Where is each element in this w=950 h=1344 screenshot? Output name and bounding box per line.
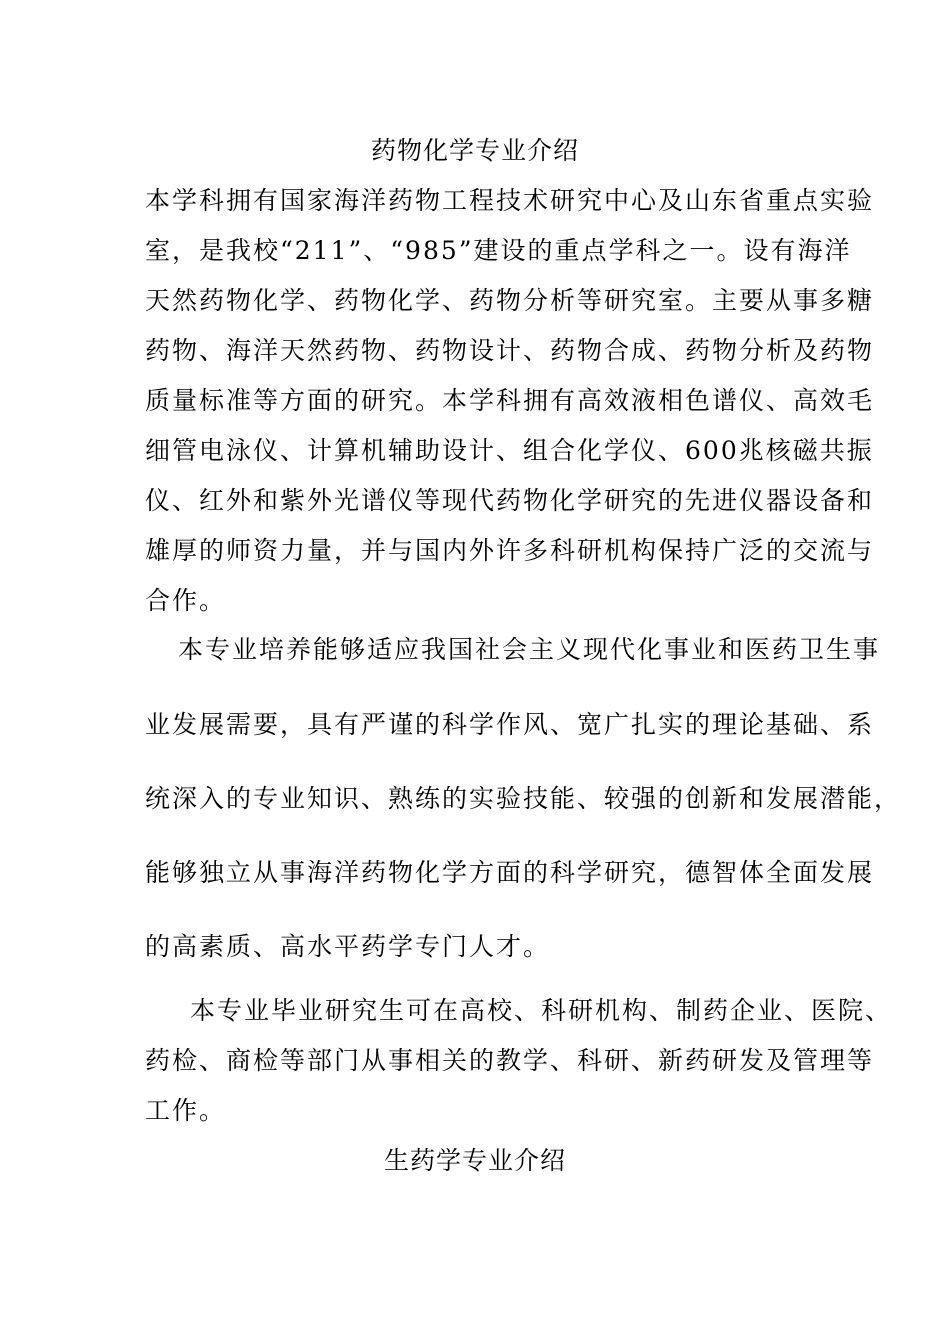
section-title-medicinal-chemistry: 药物化学专业介绍 xyxy=(370,136,579,165)
paragraph-line: 能够独立从事海洋药物化学方面的科学研究，德智体全面发展 xyxy=(145,858,875,887)
section-title-pharmacognosy: 生药学专业介绍 xyxy=(383,1146,566,1175)
paragraph-line: 本专业培养能够适应我国社会主义现代化事业和医药卫生事 xyxy=(178,635,881,664)
paragraph-line: 仪、红外和紫外光谱仪等现代药物化学研究的先进仪器设备和 xyxy=(145,486,875,515)
paragraph-line: 业发展需要，具有严谨的科学作风、宽广扎实的理论基础、系 xyxy=(145,710,875,739)
paragraph-line: 本学科拥有国家海洋药物工程技术研究中心及山东省重点实验 xyxy=(145,186,875,215)
paragraph-line: 雄厚的师资力量，并与国内外许多科研机构保持广泛的交流与 xyxy=(145,536,875,565)
paragraph-line: 药物、海洋天然药物、药物设计、药物合成、药物分析及药物 xyxy=(145,336,875,365)
paragraph-line: 本专业毕业研究生可在高校、科研机构、制药企业、医院、 xyxy=(190,996,893,1025)
paragraph-line: 天然药物化学、药物化学、药物分析等研究室。主要从事多糖 xyxy=(145,286,875,315)
paragraph-line: 的高素质、高水平药学专门人才。 xyxy=(145,932,551,961)
paragraph-line: 室，是我校“211”、“985”建设的重点学科之一。设有海洋 xyxy=(145,236,852,265)
paragraph-line: 细管电泳仪、计算机辅助设计、组合化学仪、600兆核磁共振 xyxy=(145,436,874,465)
paragraph-line: 统深入的专业知识、熟练的实验技能、较强的创新和发展潜能， xyxy=(145,784,902,813)
paragraph-line: 质量标准等方面的研究。本学科拥有高效液相色谱仪、高效毛 xyxy=(145,386,875,415)
paragraph-line: 合作。 xyxy=(145,586,227,615)
paragraph-line: 工作。 xyxy=(145,1096,227,1125)
paragraph-line: 药检、商检等部门从事相关的教学、科研、新药研发及管理等 xyxy=(145,1046,875,1075)
